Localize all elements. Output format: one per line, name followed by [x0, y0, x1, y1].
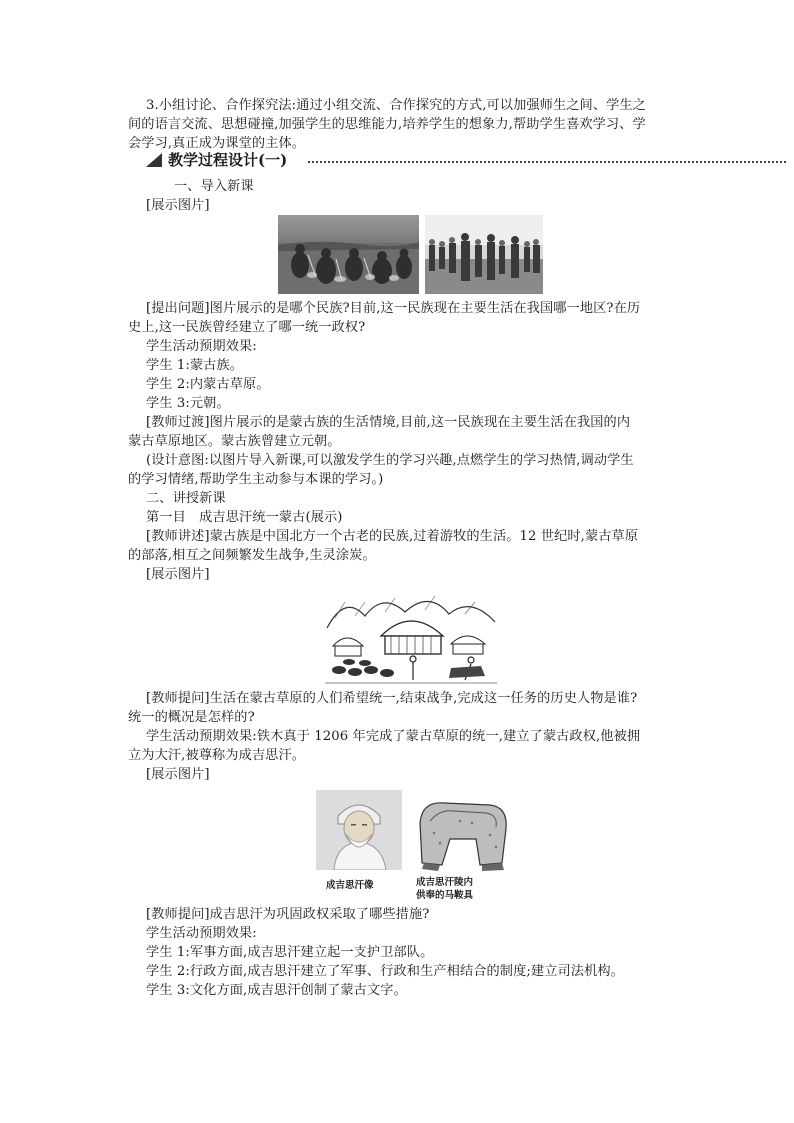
method3-line-2: 间的语言交流、思想碰撞,加强学生的思维能力,培养学生的想象力,帮助学生喜欢学习、学	[128, 117, 646, 132]
show-images-label-2: [展示图片]	[146, 567, 210, 582]
intro-transition-line-2: 蒙古草原地区。蒙古族曾建立元朝。	[128, 434, 341, 449]
intro-intent-line-2: 的学习情绪,帮助学生主动参与本课的学习。)	[128, 472, 384, 487]
lecture-narrate-line-2: 的部落,相互之间频繁发生战争,生灵涂炭。	[128, 548, 376, 563]
mongolian-procession-photo	[425, 215, 543, 294]
lecture-expected2-label: 学生活动预期效果:	[146, 926, 257, 941]
portrait-caption: 成吉思汗像	[326, 880, 374, 891]
lecture-ask-line-2: 统一的概况是怎样的?	[128, 710, 255, 725]
method3-line-1: 3.小组讨论、合作探究法:通过小组交流、合作探究的方式,可以加强师生之间、学生之	[146, 98, 646, 113]
lecture-item-1: 第一目 成吉思汗统一蒙古(展示)	[146, 510, 343, 525]
intro-transition-line-1: [教师过渡]图片展示的是蒙古族的生活情境,目前,这一民族现在主要生活在我国的内	[146, 415, 631, 430]
method3-line-3: 会学习,真正成为课堂的主体。	[128, 136, 306, 151]
section-heading-title: 教学过程设计(一)	[168, 151, 288, 169]
intro-student-1: 学生 1:蒙古族。	[146, 358, 244, 373]
intro-intent-line-1: (设计意图:以图片导入新课,可以激发学生的学习兴趣,点燃学生的学习热情,调动学生	[146, 453, 634, 468]
show-images-label-3: [展示图片]	[146, 767, 210, 782]
intro-expected-label: 学生活动预期效果:	[146, 339, 257, 354]
intro-title: 一、导入新课	[174, 179, 254, 194]
section-heading	[146, 150, 786, 170]
lecture-ask2: [教师提问]成吉思汗为巩固政权采取了哪些措施?	[146, 907, 430, 922]
saddle-caption-line-2: 供奉的马鞍具	[416, 890, 474, 901]
intro-student-3: 学生 3:元朝。	[146, 396, 230, 411]
intro-question-line-2: 史上,这一民族曾经建立了哪一统一政权?	[128, 320, 366, 335]
mongolian-musicians-photo	[278, 215, 419, 294]
lecture-response-2: 学生 2:行政方面,成吉思汗建立了军事、行政和生产相结合的制度;建立司法机构。	[146, 964, 624, 979]
lecture-ask-line-1: [教师提问]生活在蒙古草原的人们希望统一,结束战争,完成这一任务的历史人物是谁?	[146, 691, 638, 706]
saddle-photo	[410, 793, 517, 873]
lecture-title: 二、讲授新课	[146, 491, 226, 506]
heading-divider	[308, 161, 786, 163]
mongol-camp-engraving	[325, 588, 497, 685]
genghis-khan-portrait	[316, 790, 402, 870]
intro-student-2: 学生 2:内蒙古草原。	[146, 377, 270, 392]
lecture-response-3: 学生 3:文化方面,成吉思汗创制了蒙古文字。	[146, 983, 407, 998]
show-images-label: [展示图片]	[146, 198, 210, 213]
lecture-answer-line-2: 立为大汗,被尊称为成吉思汗。	[128, 748, 306, 763]
lecture-answer-line-1: 学生活动预期效果:铁木真于 1206 年完成了蒙古草原的统一,建立了蒙古政权,他被拥	[146, 729, 641, 744]
lecture-response-1: 学生 1:军事方面,成吉思汗建立起一支护卫部队。	[146, 945, 434, 960]
saddle-caption-line-1: 成吉思汗陵内	[416, 877, 474, 888]
heading-triangle-icon	[146, 153, 162, 167]
intro-question-line-1: [提出问题]图片展示的是哪个民族?目前,这一民族现在主要生活在我国哪一地区?在历	[146, 301, 641, 316]
lecture-narrate-line-1: [教师讲述]蒙古族是中国北方一个古老的民族,过着游牧的生活。12 世纪时,蒙古草原	[146, 529, 639, 544]
